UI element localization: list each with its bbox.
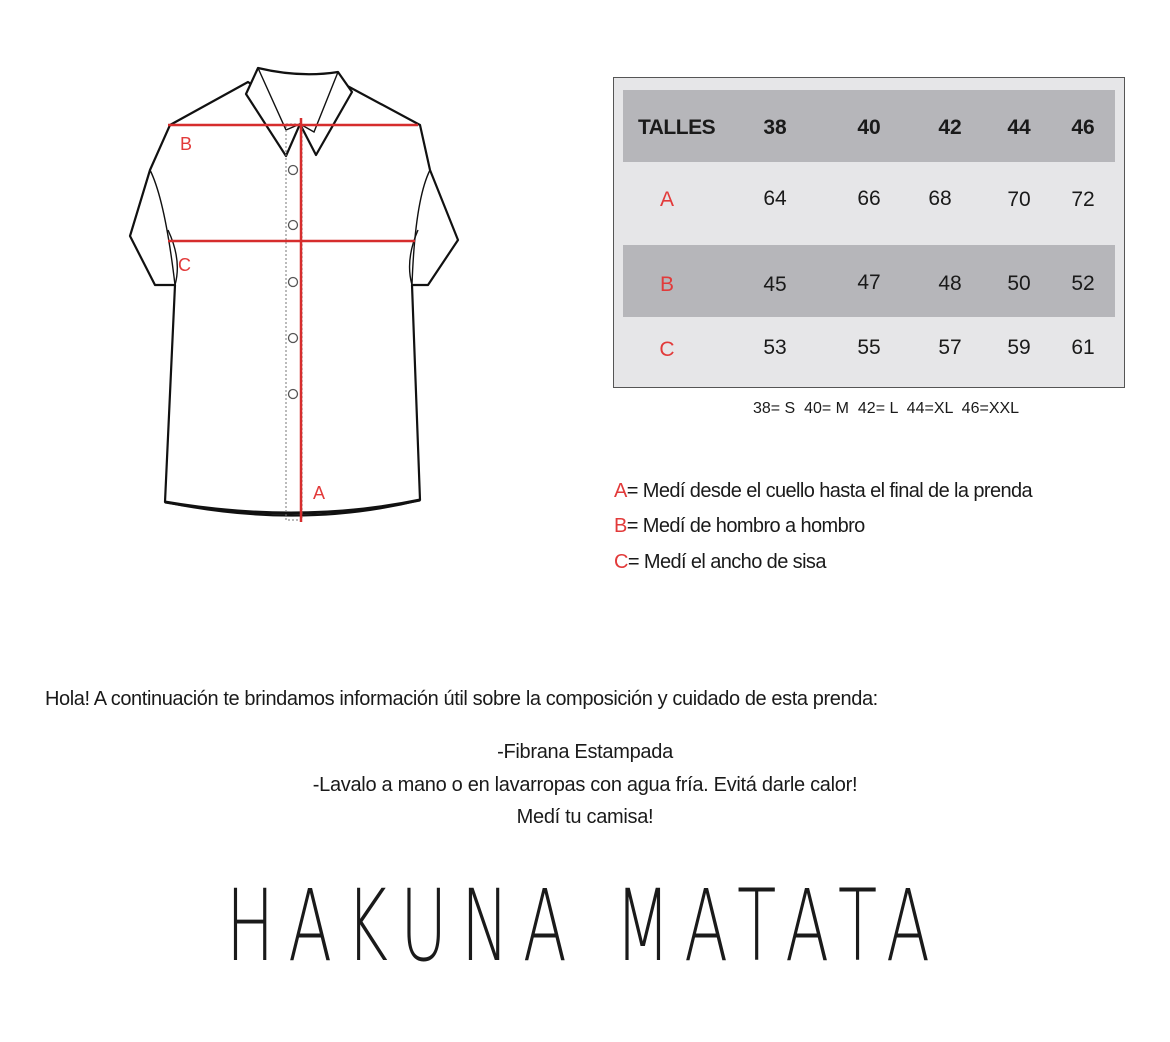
table-cell: 50 <box>1007 272 1031 295</box>
shirt-button <box>289 390 298 399</box>
measure-text: = Medí desde el cuello hasta el final de la prenda <box>626 480 1033 502</box>
care-intro: Hola! A continuación te brindamos información útil sobre la composición y cuidado de esta prenda: <box>45 688 878 710</box>
table-header-size: 44 <box>1007 116 1031 139</box>
measure-instruction-a <box>614 480 1032 503</box>
table-row-label: A <box>659 188 675 211</box>
table-header-size: 42 <box>938 116 962 139</box>
care-line: Medí tu camisa! <box>516 806 654 828</box>
table-header-size: 40 <box>857 116 881 139</box>
measure-instruction-b <box>614 515 865 538</box>
shirt-button <box>289 221 298 230</box>
shirt-button <box>289 334 298 343</box>
measure-key: A <box>614 480 627 502</box>
table-cell: 66 <box>857 187 881 210</box>
table-cell: 52 <box>1071 272 1095 295</box>
table-row-label: C <box>659 338 675 361</box>
table-cell: 64 <box>763 187 787 210</box>
measure-key: C <box>614 551 628 573</box>
table-cell: 47 <box>857 271 881 294</box>
table-cell: 59 <box>1007 336 1031 359</box>
table-header-size: 46 <box>1071 116 1095 139</box>
table-cell: 45 <box>763 273 787 296</box>
measure-text: = Medí el ancho de sisa <box>627 551 826 573</box>
table-cell: 68 <box>928 187 952 210</box>
care-line: -Lavalo a mano o en lavarropas con agua fría. Evitá darle calor! <box>312 774 858 796</box>
measure-key: B <box>614 515 627 537</box>
table-cell: 61 <box>1071 336 1095 359</box>
diagram-label-a: A <box>313 483 326 503</box>
care-line: -Fibrana Estampada <box>497 741 673 763</box>
shirt-button <box>289 166 298 175</box>
table-cell: 55 <box>857 336 881 359</box>
table-cell: 53 <box>763 336 787 359</box>
table-header-label: TALLES <box>638 116 716 139</box>
diagram-label-c: C <box>178 255 191 275</box>
measure-text: = Medí de hombro a hombro <box>626 515 865 537</box>
shirt-diagram <box>40 40 480 540</box>
diagram-label-b: B <box>180 134 193 154</box>
table-cell: 70 <box>1007 188 1031 211</box>
table-cell: 72 <box>1071 188 1095 211</box>
table-row-label: B <box>659 273 675 296</box>
size-legend: 38= S 40= M 42= L 44=XL 46=XXL <box>752 400 1020 417</box>
size-table <box>613 77 1125 388</box>
table-cell: 57 <box>938 336 962 359</box>
shirt-button <box>289 278 298 287</box>
brand-logo: HAKUNA MATATA <box>226 870 944 985</box>
table-header-size: 38 <box>763 116 787 139</box>
table-cell: 48 <box>938 272 962 295</box>
measure-instruction-c <box>614 551 826 574</box>
